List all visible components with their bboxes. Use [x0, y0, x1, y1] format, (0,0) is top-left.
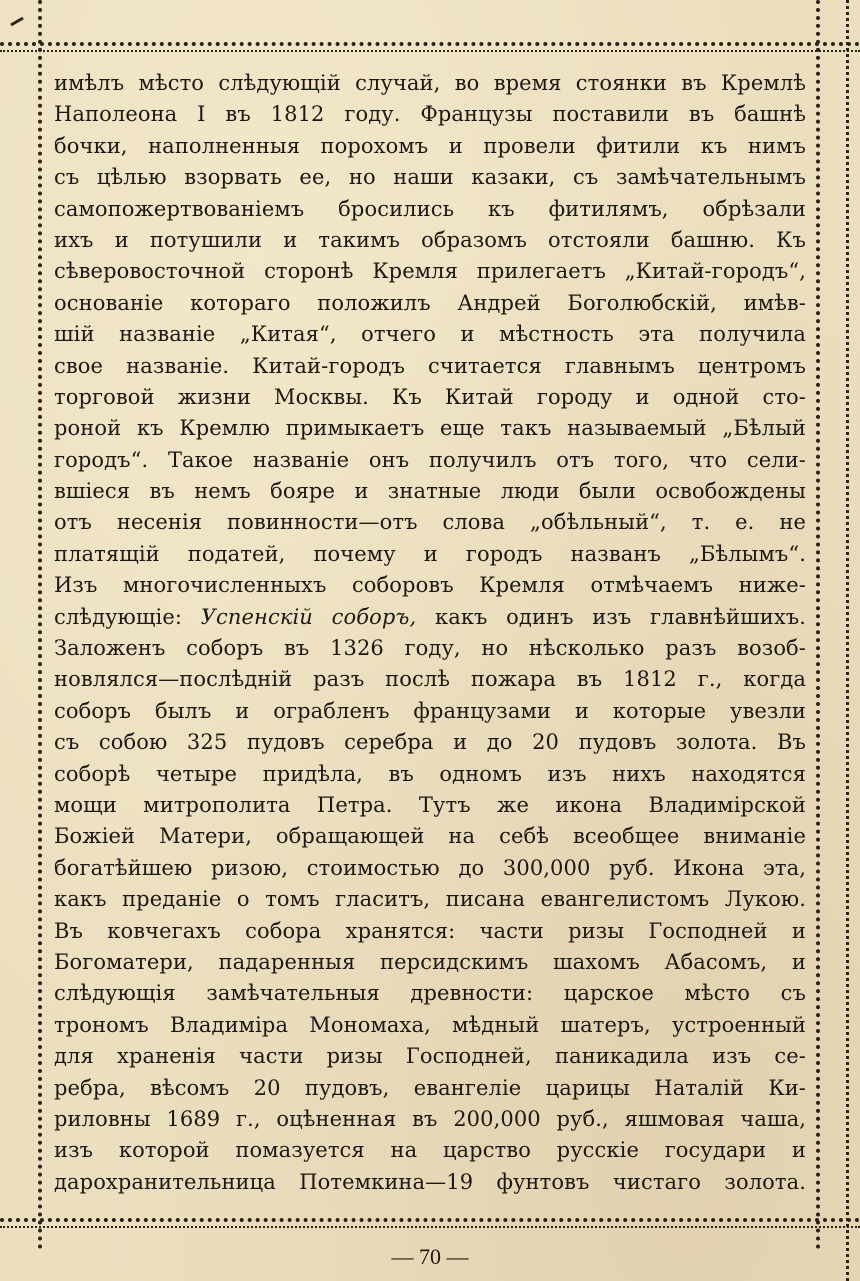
text-line: слѣдующія замѣчательныя древности: царское мѣсто съ [54, 981, 806, 1006]
text-line: дарохранительница Потемкина—19 фунтовъ чистаго золота. [54, 1169, 806, 1194]
text-line: платящій податей, почему и городъ названъ „Бѣлымъ“. [54, 541, 806, 566]
italic-cathedral-name: Успенскій соборъ, [200, 604, 417, 629]
corner-mark [10, 17, 24, 27]
right-dotted-rule-outer [846, 0, 849, 1281]
top-dotted-rule-inner [0, 50, 860, 52]
text-line: съ собою 325 пудовъ серебра и до 20 пудовъ золота. Въ [54, 730, 806, 755]
text-line: съ цѣлью взорвать ее, но наши казаки, съ замѣчательнымъ [54, 165, 806, 190]
text-line: какъ преданіе о томъ гласитъ, писана евангелистомъ Лукою. [54, 887, 806, 912]
text-line: имѣлъ мѣсто слѣдующій случай, во время стоянки въ Кремлѣ [54, 71, 806, 95]
text-line: соборѣ четыре придѣла, въ одномъ изъ нихъ находятся [54, 761, 806, 786]
text-line: шій названіе „Китая“, отчего и мѣстность эта получила [54, 322, 806, 347]
text-line: новлялся—послѣдній разъ послѣ пожара въ 1812 г., когда [54, 667, 806, 692]
text-line: Въ ковчегахъ собора хранятся: части ризы Господней и [54, 918, 806, 943]
left-dotted-rule [38, 0, 42, 1250]
bottom-dotted-rule-inner [0, 1226, 860, 1228]
text-line: ребра, вѣсомъ 20 пудовъ, евангеліе царицы Наталій Ки- [54, 1075, 806, 1100]
text-line: вшіеся въ немъ бояре и знатные люди были освобождены [54, 479, 806, 504]
page-number: — 70 — [391, 1244, 469, 1269]
text-line: торговой жизни Москвы. Къ Китай городу и одной сто- [54, 384, 806, 409]
body-text [54, 68, 806, 1198]
text-line: бочки, наполненныя порохомъ и провели фитили къ нимъ [54, 133, 806, 158]
text-line: сѣверовосточной сторонѣ Кремля прилегаетъ „Китай-городъ“, [54, 259, 806, 284]
text-line: Заложенъ соборъ въ 1326 году, но нѣсколько разъ возоб- [54, 636, 806, 661]
text-line-with-italic: слѣдующіе: Успенскій соборъ, какъ одинъ изъ главнѣйшихъ. [54, 604, 807, 629]
text-line: мощи митрополита Петра. Тутъ же икона Владимірской [54, 792, 806, 817]
text-line: трономъ Владиміра Мономаха, мѣдный шатеръ, устроенный [54, 1012, 806, 1037]
text-line: Наполеона I въ 1812 году. Французы поставили въ башнѣ [54, 102, 806, 127]
text-line: риловны 1689 г., оцѣненная въ 200,000 руб., яшмовая чаша, [54, 1106, 806, 1131]
text-line: Богоматери, падаренныя персидскимъ шахомъ Абасомъ, и [54, 949, 806, 974]
text-line: Изъ многочисленныхъ соборовъ Кремля отмѣчаемъ ниже- [54, 573, 806, 598]
text-line: соборъ былъ и ограбленъ французами и которые увезли [54, 698, 806, 723]
text-line: основаніе котораго положилъ Андрей Боголюбскій, имѣв- [54, 290, 806, 315]
text-line: изъ которой помазуется на царство русскіе государи и [54, 1138, 806, 1163]
bottom-dotted-rule [0, 1218, 860, 1222]
top-dotted-rule [0, 42, 860, 46]
text-line: свое названіе. Китай-городъ считается главнымъ центромъ [54, 353, 806, 378]
text-line: самопожертвованіемъ бросились къ фитилямъ, обрѣзали [54, 196, 806, 221]
text-line: Божіей Матери, обращающей на себѣ всеобщее вниманіе [54, 824, 806, 849]
right-dotted-rule [816, 0, 820, 1250]
text-line: городъ“. Такое названіе онъ получилъ отъ того, что сели- [54, 447, 806, 472]
text-line: отъ несенія повинности—отъ слова „обѣльный“, т. е. не [54, 510, 806, 535]
text-line: богатѣйшею ризою, стоимостью до 300,000 руб. Икона эта, [54, 855, 806, 880]
text-line: для храненія части ризы Господней, паникадила изъ се- [54, 1044, 806, 1069]
text-line: ихъ и потушили и такимъ образомъ отстояли башню. Къ [54, 227, 806, 252]
text-line: роной къ Кремлю примыкаетъ еще такъ называемый „Бѣлый [54, 416, 806, 441]
